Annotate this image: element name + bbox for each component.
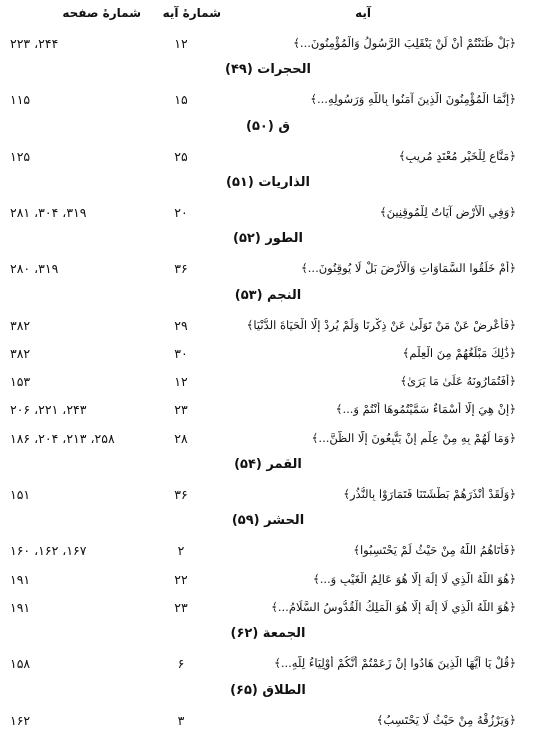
ayah-number: ۲۰ <box>174 204 188 220</box>
page-numbers: ۱۶۲ <box>10 712 31 728</box>
ayah-number: ۳ <box>177 712 185 728</box>
ayah-text: ﴿وَمَا لَهُمْ بِهِ مِنْ عِلْمٍ إِنْ يَتَّبِعُونَ إِلَّا الظَّنَّ...﴾ <box>311 430 516 445</box>
table-row <box>0 374 536 402</box>
section-title-text: القمر (۵۴) <box>234 457 302 472</box>
section-title-text: النجم (۵۳) <box>234 287 302 303</box>
table-row <box>0 600 536 628</box>
page-numbers: ۳۱۹، ۲۸۰ <box>10 261 59 277</box>
section-title <box>0 288 536 312</box>
section-title-text: الطلاق (۶۵) <box>230 682 306 698</box>
ayah-text: ﴿بَلْ ظَنَنْتُمْ أَنْ لَنْ يَنْقَلِبَ الرَّسُولُ وَالْمُؤْمِنُونَ...﴾ <box>293 36 516 50</box>
ayah-number: ۳۶ <box>174 261 188 277</box>
section-title <box>0 231 536 255</box>
section-title-text: ق (۵۰) <box>246 118 290 134</box>
table-row <box>0 36 536 64</box>
page-numbers: ۲۴۳، ۲۲۱، ۲۰۶ <box>10 402 87 418</box>
section-title-text: الذاريات (۵۱) <box>226 174 310 190</box>
ayah-text: ﴿أَمْ خَلَقُوا السَّمَاوَاتِ وَالْأَرْضَ بَلْ لَا يُوقِنُونَ...﴾ <box>301 261 516 276</box>
ayah-text: ﴿فَأَعْرِضْ عَنْ مَنْ تَوَلَّىٰ عَنْ ذِكْرِنَا وَلَمْ يُرِدْ إِلَّا الْحَيَاةَ الدُّنْيَا﴾ <box>246 317 516 332</box>
table-row <box>0 92 536 120</box>
ayah-text: ﴿وَيَرْزُقْهُ مِنْ حَيْثُ لَا يَحْتَسِبُ﴾ <box>376 712 516 727</box>
page-numbers: ۱۶۷، ۱۶۲، ۱۶۰ <box>10 543 87 559</box>
section-title-text: الحجرات (۴۹) <box>225 62 311 78</box>
table-row <box>0 431 536 459</box>
ayah-number: ۲۳ <box>174 402 188 418</box>
header-page-number: شمارهٔ صفحه <box>62 6 141 20</box>
ayah-text: ﴿إِنْ هِيَ إِلَّا أَسْمَاءٌ سَمَّيْتُمُوهَا أَنْتُمْ وَ...﴾ <box>335 402 516 417</box>
table-row <box>0 346 536 374</box>
ayah-text: ﴿ذَٰلِكَ مَبْلَغُهُمْ مِنَ الْعِلْمِ﴾ <box>402 345 516 360</box>
page-numbers: ۱۵۱ <box>10 487 31 502</box>
section-title <box>0 513 536 537</box>
ayah-number: ۶ <box>177 656 185 672</box>
ayah-number: ۲ <box>177 543 185 559</box>
ayah-text: ﴿قُلْ يَا أَيُّهَا الَّذِينَ هَادُوا إِنْ زَعَمْتُمْ أَنَّكُمْ أَوْلِيَاءُ لِلَّهِ...﴾ <box>274 656 516 671</box>
section-title-text: الجمعة (۶۲) <box>230 626 306 642</box>
page-numbers: ۳۸۲ <box>10 317 31 333</box>
section-title <box>0 626 536 650</box>
table-row <box>0 402 536 430</box>
table-header <box>0 6 536 28</box>
section-title-text: الطور (۵۲) <box>233 231 303 247</box>
ayah-text: ﴿وَفِي الْأَرْضِ آيَاتٌ لِلْمُوقِنِينَ﴾ <box>379 204 516 219</box>
table-row <box>0 543 536 571</box>
page-numbers: ۱۹۱ <box>10 599 31 615</box>
header-ayah-number: شمارهٔ آيه <box>162 6 221 20</box>
section-title <box>0 62 536 86</box>
ayah-text: ﴿هُوَ اللَّهُ الَّذِي لَا إِلَٰهَ إِلَّا هُوَ الْمَلِكُ الْقُدُّوسُ السَّلَامُ...﴾ <box>271 599 516 614</box>
table-row <box>0 487 536 515</box>
ayah-number: ۲۹ <box>174 317 188 333</box>
table-row <box>0 713 536 741</box>
page-numbers: ۱۵۳ <box>10 374 31 390</box>
ayah-number: ۲۲ <box>174 571 188 587</box>
section-title <box>0 175 536 199</box>
page-numbers: ۳۸۲ <box>10 345 31 361</box>
ayah-text: ﴿أَفَتُمَارُونَهُ عَلَىٰ مَا يَرَىٰ﴾ <box>400 374 516 389</box>
page-numbers: ۳۱۹، ۳۰۴، ۲۸۱ <box>10 204 87 220</box>
section-title <box>0 457 536 481</box>
ayah-text: ﴿مَنَّاعٍ لِلْخَيْرِ مُعْتَدٍ مُرِيبٍ﴾ <box>398 148 516 163</box>
page-numbers: ۱۲۵ <box>10 148 31 164</box>
ayah-text: ﴿فَأَتَاهُمُ اللَّهُ مِنْ حَيْثُ لَمْ يَحْتَسِبُوا﴾ <box>353 543 516 558</box>
page-numbers: ۲۴۴، ۲۲۳ <box>10 36 59 51</box>
page-numbers: ۲۵۸، ۲۱۳، ۲۰۴، ۱۸۶ <box>10 430 115 446</box>
page-numbers: ۱۹۱ <box>10 571 31 587</box>
ayah-text: ﴿إِنَّمَا الْمُؤْمِنُونَ الَّذِينَ آمَنُوا بِاللَّهِ وَرَسُولِهِ...﴾ <box>310 92 516 107</box>
section-title <box>0 683 536 707</box>
table-row <box>0 656 536 684</box>
ayah-number: ۳۰ <box>174 345 188 361</box>
section-title <box>0 119 536 143</box>
table-row <box>0 318 536 346</box>
ayah-text: ﴿وَلَقَدْ أَنْذَرَهُمْ بَطْشَتَنَا فَتَمَارَوْا بِالنُّذُرِ﴾ <box>343 487 516 501</box>
table-row <box>0 205 536 233</box>
page-numbers: ۱۵۸ <box>10 656 31 672</box>
table-row <box>0 149 536 177</box>
ayah-text: ﴿هُوَ اللَّهُ الَّذِي لَا إِلَٰهَ إِلَّا هُوَ عَالِمُ الْغَيْبِ وَ...﴾ <box>312 571 516 586</box>
ayah-number: ۲۳ <box>174 599 188 615</box>
page-numbers: ۱۱۵ <box>10 92 31 108</box>
ayah-number: ۱۲ <box>174 374 188 390</box>
header-ayah: آيه <box>355 6 371 20</box>
section-title-text: الحشر (۵۹) <box>231 513 305 529</box>
ayah-number: ۲۵ <box>174 148 188 164</box>
ayah-number: ۲۸ <box>174 430 188 446</box>
table-row <box>0 261 536 289</box>
ayah-number: ۳۶ <box>174 487 188 502</box>
table-row <box>0 572 536 600</box>
ayah-number: ۱۲ <box>174 36 188 51</box>
ayah-number: ۱۵ <box>174 92 188 108</box>
